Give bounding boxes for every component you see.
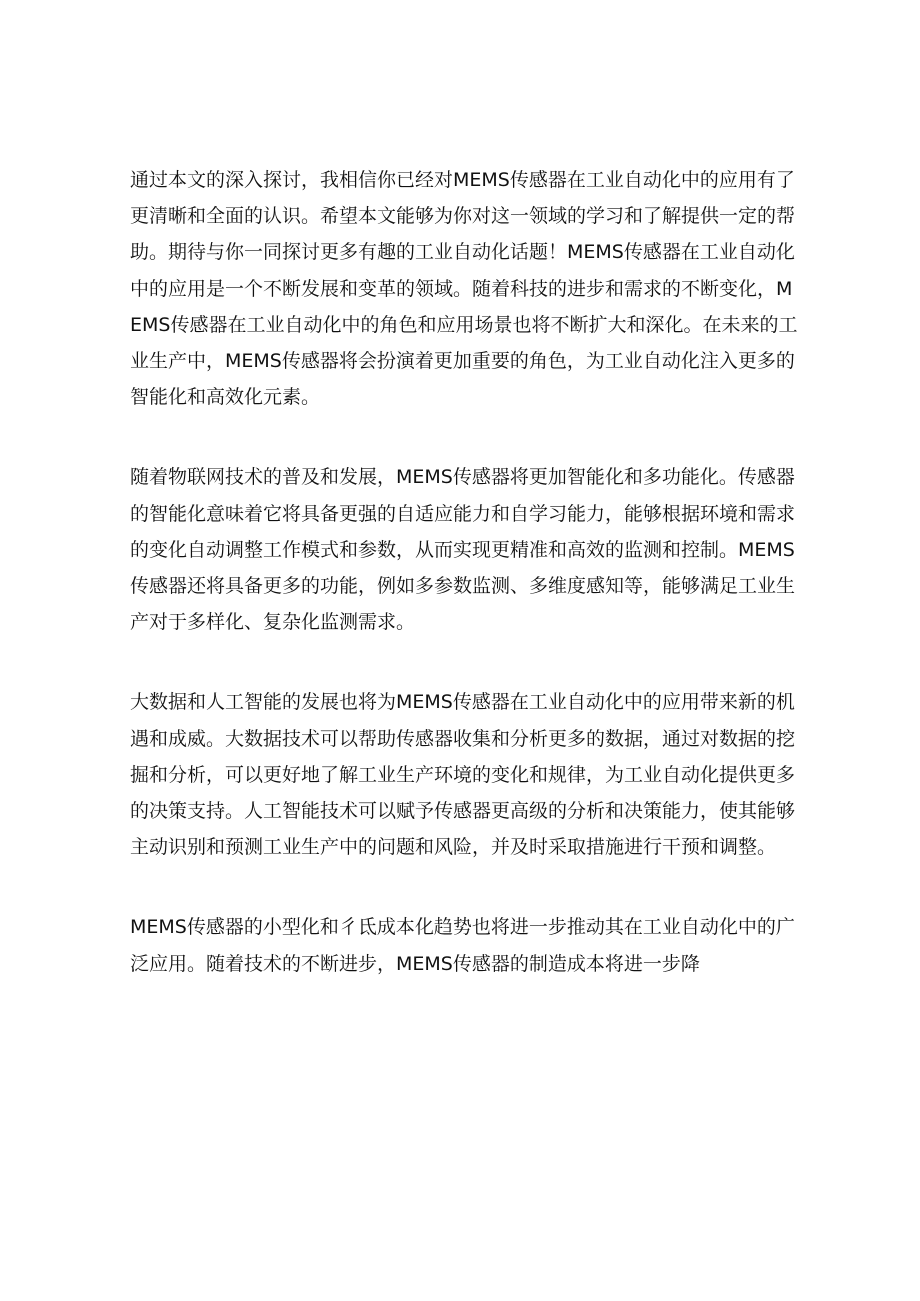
paragraph-4: MEMS传感器的小型化和彳氐成本化趋势也将进一步推动其在工业自动化中的广泛应用。随着技术的不断进步，MEMS传感器的制造成本将进一步降	[130, 916, 795, 975]
paragraph-2: 随着物联网技术的普及和发展，MEMS传感器将更加智能化和多功能化。传感器的智能化意味着它将具备更强的自适应能力和自学习能力，能够根据环境和需求的变化自动调整工作模式和参数，从而实现更精准和高效的监测和控制。MEMS传感器还将具备更多的功能，例如多参数监测、多维度感知等，能够满足工业生产对于多样化、复杂化监测需求。	[130, 466, 796, 634]
document-body	[130, 162, 802, 982]
paragraph-1: 通过本文的深入探讨，我相信你已经对MEMS传感器在工业自动化中的应用有了更清晰和全面的认识。希望本文能够为你对这一领域的学习和了解提供一定的帮助。期待与你一同探讨更多有趣的工业自动化话题！MEMS传感器在工业自动化中的应用是一个不断发展和变革的领域。随着科技的进步和需求的不断变化，MEMS传感器在工业自动化中的角色和应用场景也将不断扩大和深化。在未来的工业生产中，MEMS传感器将会扮演着更加重要的角色，为工业自动化注入更多的智能化和高效化元素。	[130, 169, 798, 409]
paragraph-3: 大数据和人工智能的发展也将为MEMS传感器在工业自动化中的应用带来新的机遇和成威。大数据技术可以帮助传感器收集和分析更多的数据，通过对数据的挖掘和分析，可以更好地了解工业生产环境的变化和规律，为工业自动化提供更多的决策支持。人工智能技术可以赋予传感器更高级的分析和决策能力，使其能够主动识别和预测工业生产中的问题和风险，并及时采取措施进行干预和调整。	[130, 691, 796, 859]
